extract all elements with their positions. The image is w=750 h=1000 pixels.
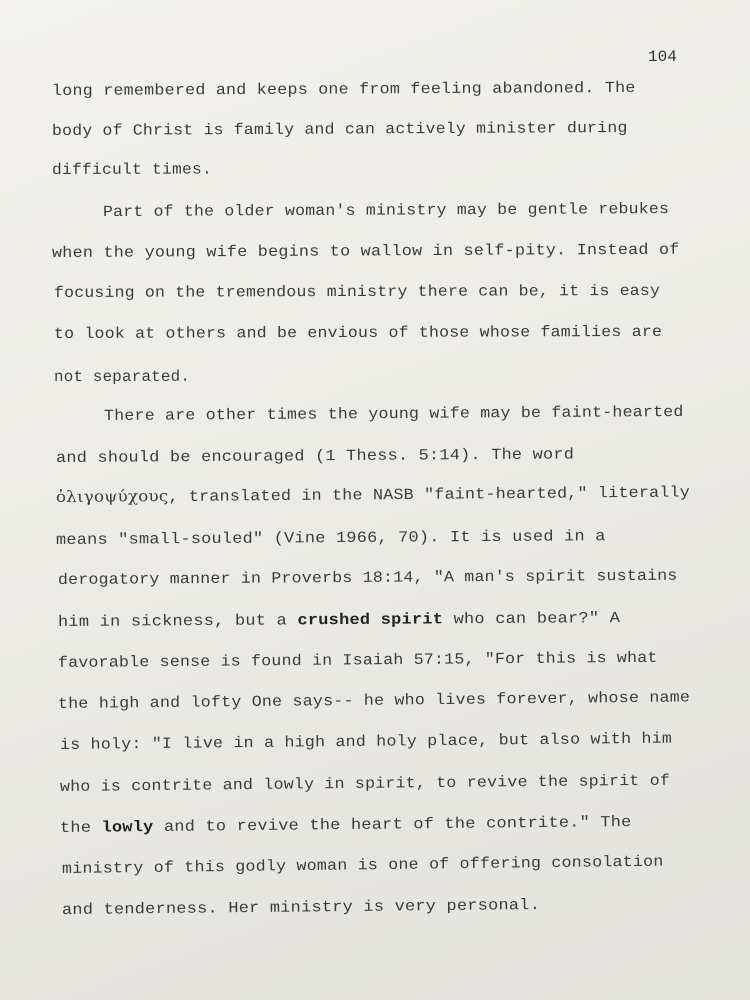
text-segment: derogatory manner in Proverbs 18:14, "A man's spirit sustains bbox=[57, 566, 678, 589]
text-line bbox=[60, 730, 672, 754]
text-line bbox=[52, 160, 212, 179]
text-segment: focusing on the tremendous ministry there can be, it is easy bbox=[53, 281, 661, 302]
text-segment: and to revive the heart of the contrite." The bbox=[153, 813, 632, 837]
text-line bbox=[103, 200, 669, 221]
text-segment: the high and lofty One says-- he who lives forever, whose name bbox=[57, 688, 691, 713]
text-segment: the bbox=[59, 818, 102, 837]
text-segment: There are other times the young wife may be faint-hearted bbox=[103, 402, 684, 425]
text-line bbox=[58, 567, 678, 589]
text-segment: body of Christ is family and can actively minister during bbox=[51, 118, 628, 140]
text-line bbox=[54, 368, 190, 386]
text-line bbox=[52, 79, 636, 100]
text-segment: favorable sense is found in Isaiah 57:15, "For this is what bbox=[57, 648, 658, 672]
text-segment: who can bear?" A bbox=[443, 609, 621, 629]
text-line bbox=[58, 649, 658, 672]
text-line bbox=[104, 403, 684, 425]
text-segment: is holy: "I live in a high and holy place, but also with him bbox=[59, 729, 673, 754]
text-segment: difficult times. bbox=[51, 160, 213, 179]
text-segment: when the young wife begins to wallow in self-pity. Instead of bbox=[51, 240, 680, 262]
text-segment: Part of the older woman's ministry may be gentle rebukes bbox=[102, 200, 670, 221]
text-segment: not separated. bbox=[53, 367, 191, 386]
text-segment: means "small-souled" (Vine 1966, 70). It is used in a bbox=[55, 527, 606, 549]
text-segment: long remembered and keeps one from feeling abandoned. The bbox=[51, 78, 636, 100]
bold-phrase: crushed spirit bbox=[297, 610, 444, 630]
greek-word: ὀλιγοψύχους bbox=[55, 487, 169, 506]
text-line bbox=[52, 241, 680, 262]
text-segment: ministry of this godly woman is one of offering consolation bbox=[61, 852, 664, 878]
text-line bbox=[60, 813, 632, 837]
bold-phrase: lowly bbox=[101, 818, 154, 837]
text-line bbox=[56, 482, 690, 507]
page-number: 104 bbox=[648, 48, 677, 66]
text-line bbox=[56, 445, 574, 467]
text-segment: and tenderness. Her ministry is very personal. bbox=[61, 895, 541, 919]
text-line bbox=[54, 282, 660, 302]
text-line bbox=[54, 323, 662, 343]
text-segment: who is contrite and lowly in spirit, to revive the spirit of bbox=[59, 771, 671, 796]
text-line bbox=[58, 688, 690, 713]
text-segment: to look at others and be envious of those whose families are bbox=[53, 322, 663, 343]
text-line bbox=[60, 772, 670, 796]
text-line bbox=[62, 853, 664, 878]
text-line bbox=[52, 119, 628, 140]
text-line bbox=[58, 609, 620, 631]
text-line bbox=[62, 896, 540, 919]
text-segment: and should be encouraged (1 Thess. 5:14). The word bbox=[55, 445, 575, 467]
text-line bbox=[56, 527, 606, 549]
text-segment: , translated in the NASB "faint-hearted," literally bbox=[168, 483, 691, 507]
text-segment: him in sickness, but a bbox=[57, 611, 298, 631]
